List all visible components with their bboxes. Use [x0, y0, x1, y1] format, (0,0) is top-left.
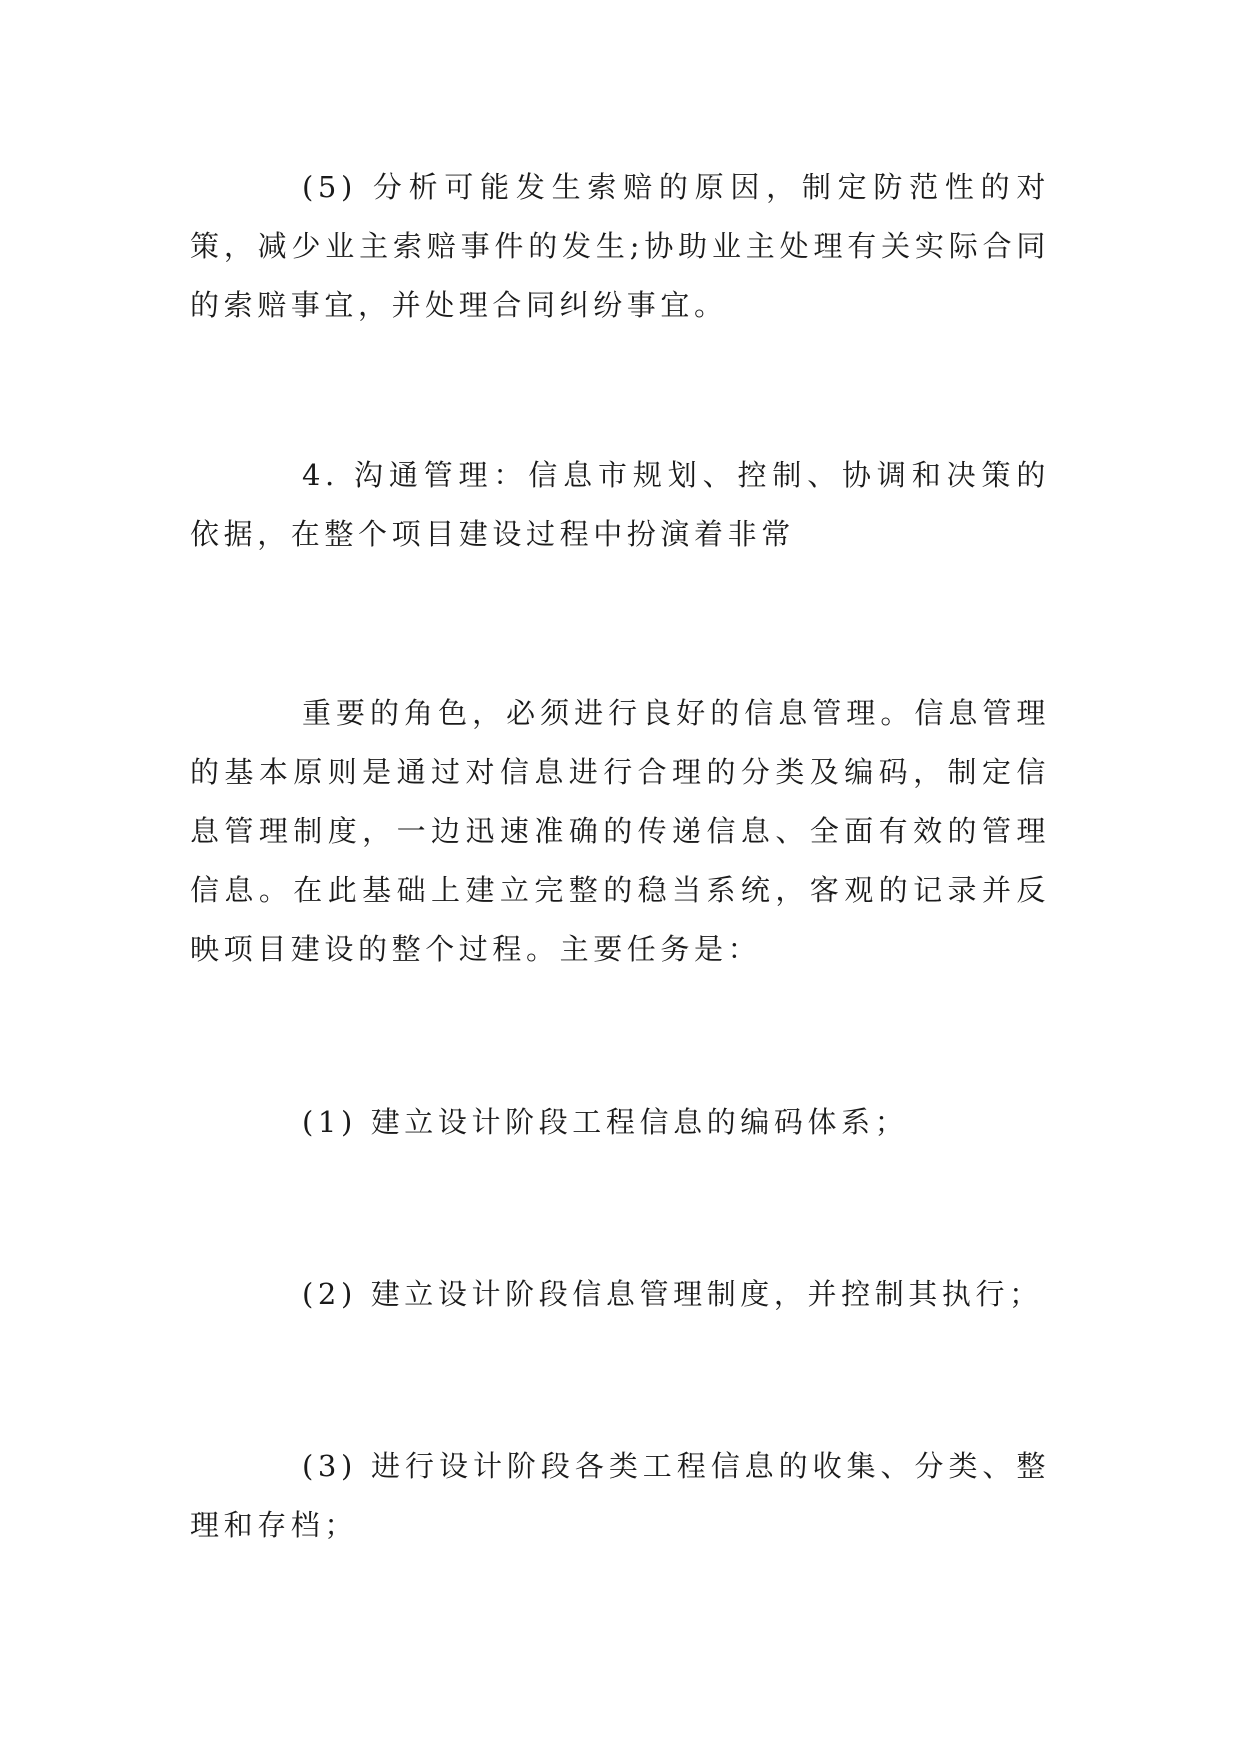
list-item-3: (3) 进行设计阶段各类工程信息的收集、分类、整理和存档；: [190, 1449, 1050, 1542]
paragraph-communication-management: 4. 沟通管理：信息市规划、控制、协调和决策的依据，在整个项目建设过程中扮演着非常: [190, 458, 1050, 551]
list-item-1: (1) 建立设计阶段工程信息的编码体系；: [302, 1105, 909, 1139]
paragraph-claims-item-5: (5) 分析可能发生索赔的原因，制定防范性的对策，减少业主索赔事件的发生;协助业主处理有关实际合同的索赔事宜，并处理合同纠纷事宜。: [190, 170, 1050, 322]
paragraph-information-management: 重要的角色，必须进行良好的信息管理。信息管理的基本原则是通过对信息进行合理的分类及编码，制定信息管理制度，一边迅速准确的传递信息、全面有效的管理信息。在此基础上建立完整的稳当系统，客观的记录并反映项目建设的整个过程。主要任务是：: [190, 696, 1050, 966]
list-item-2: (2) 建立设计阶段信息管理制度，并控制其执行；: [302, 1277, 1043, 1311]
